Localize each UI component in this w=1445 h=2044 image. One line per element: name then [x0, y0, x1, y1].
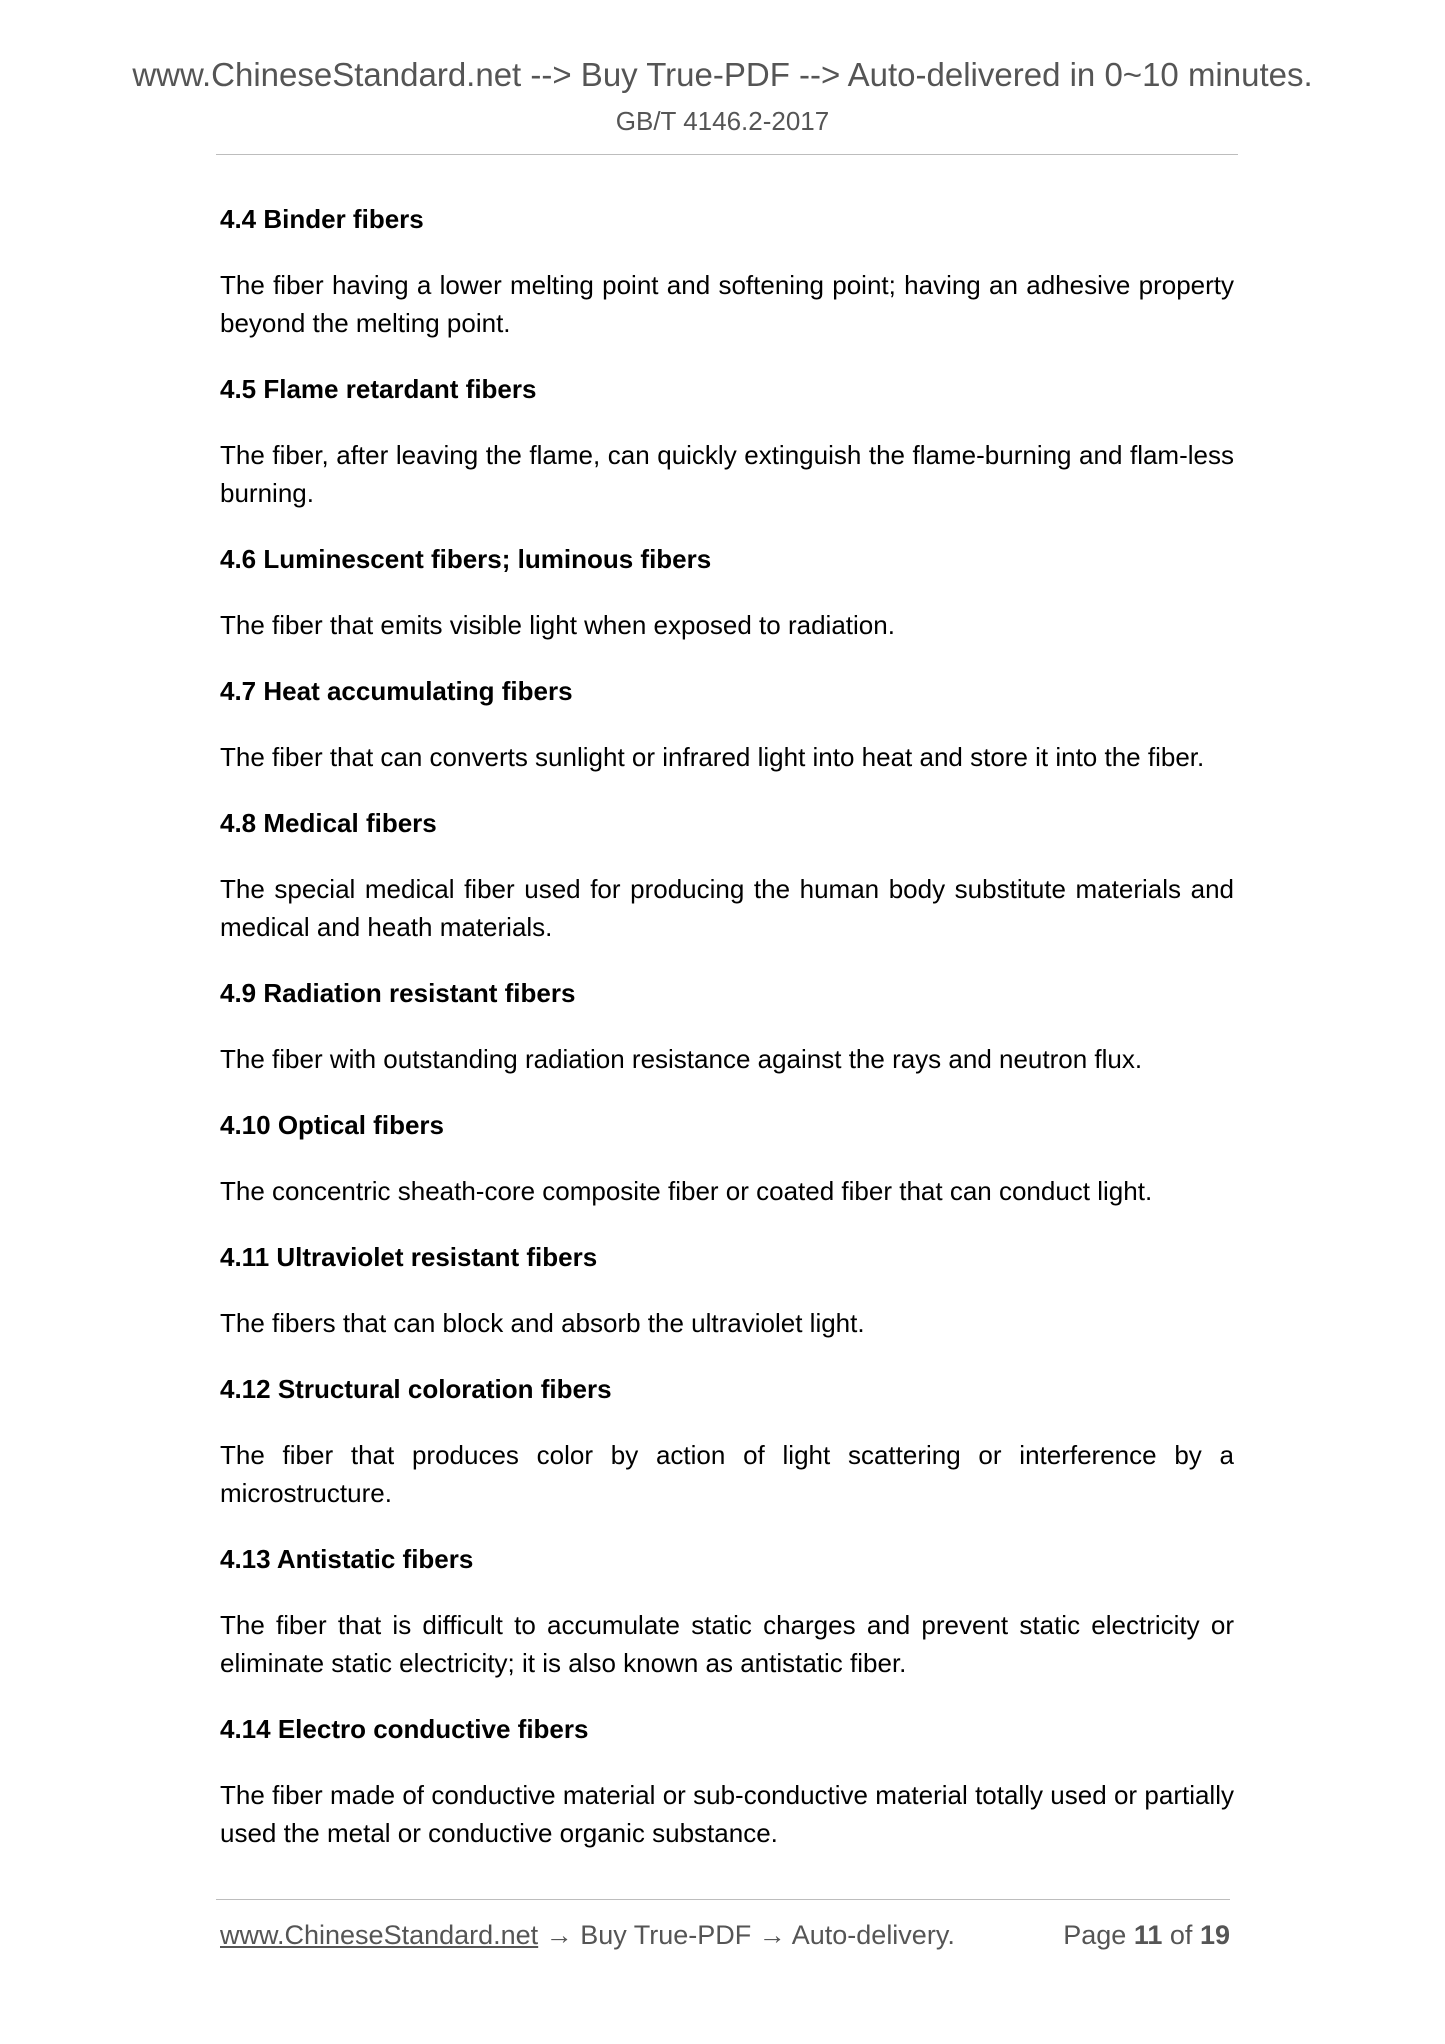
- header-divider: [216, 154, 1238, 155]
- section-heading: 4.8 Medical fibers: [220, 808, 437, 838]
- section-text: The fiber, after leaving the flame, can quickly extinguish the flame-burning and flam-less burning.: [220, 440, 1234, 508]
- section-4-11: [220, 1238, 1234, 1342]
- header-banner: www.ChineseStandard.net --> Buy True-PDF --> Auto-delivered in 0~10 minutes.: [132, 56, 1313, 93]
- section-4-5: [220, 370, 1234, 512]
- section-text: The special medical fiber used for producing the human body substitute materials and medical and heath materials.: [220, 874, 1234, 942]
- section-4-6: [220, 540, 1234, 644]
- section-4-13: [220, 1540, 1234, 1682]
- section-heading: 4.5 Flame retardant fibers: [220, 374, 537, 404]
- section-heading: 4.9 Radiation resistant fibers: [220, 978, 576, 1008]
- section-heading: 4.12 Structural coloration fibers: [220, 1374, 612, 1404]
- document-body: [220, 200, 1234, 1852]
- page-indicator: [1063, 1920, 1230, 1951]
- section-4-14: [220, 1710, 1234, 1852]
- section-heading: 4.14 Electro conductive fibers: [220, 1714, 589, 1744]
- footer-divider: [216, 1899, 1230, 1900]
- section-text: The concentric sheath-core composite fiber or coated fiber that can conduct light.: [220, 1176, 1153, 1206]
- section-heading: 4.7 Heat accumulating fibers: [220, 676, 573, 706]
- footer-left: [220, 1920, 955, 1951]
- section-text: The fiber that emits visible light when exposed to radiation.: [220, 610, 895, 640]
- section-4-7: [220, 672, 1234, 776]
- section-heading: 4.6 Luminescent fibers; luminous fibers: [220, 544, 712, 574]
- section-text: The fibers that can block and absorb the ultraviolet light.: [220, 1308, 865, 1338]
- footer-site-link[interactable]: www.ChineseStandard.net: [220, 1920, 539, 1950]
- section-text: The fiber with outstanding radiation resistance against the rays and neutron flux.: [220, 1044, 1143, 1074]
- section-heading: 4.13 Antistatic fibers: [220, 1544, 474, 1574]
- total-pages: 19: [1199, 1920, 1230, 1950]
- page-number: 11: [1133, 1920, 1163, 1950]
- document-id: GB/T 4146.2-2017: [615, 106, 830, 136]
- section-4-9: [220, 974, 1234, 1078]
- section-heading: 4.11 Ultraviolet resistant fibers: [220, 1242, 598, 1272]
- page-label: Page: [1063, 1920, 1127, 1950]
- section-text: The fiber having a lower melting point and softening point; having an adhesive property beyond the melting point.: [220, 270, 1234, 338]
- section-heading: 4.4 Binder fibers: [220, 204, 424, 234]
- section-4-8: [220, 804, 1234, 946]
- section-heading: 4.10 Optical fibers: [220, 1110, 444, 1140]
- section-4-4: [220, 200, 1234, 342]
- section-text: The fiber that produces color by action of light scattering or interference by a microstructure.: [220, 1440, 1234, 1508]
- footer-tagline: → Buy True-PDF → Auto-delivery.: [538, 1920, 955, 1950]
- section-text: The fiber that is difficult to accumulate static charges and prevent static electricity or eliminate static electricity; it is also known as antistatic fiber.: [220, 1610, 1234, 1678]
- section-text: The fiber made of conductive material or sub-conductive material totally used or partially used the metal or conductive organic substance.: [220, 1780, 1234, 1848]
- of-label: of: [1169, 1920, 1193, 1950]
- section-text: The fiber that can converts sunlight or infrared light into heat and store it into the fiber.: [220, 742, 1205, 772]
- section-4-12: [220, 1370, 1234, 1512]
- section-4-10: [220, 1106, 1234, 1210]
